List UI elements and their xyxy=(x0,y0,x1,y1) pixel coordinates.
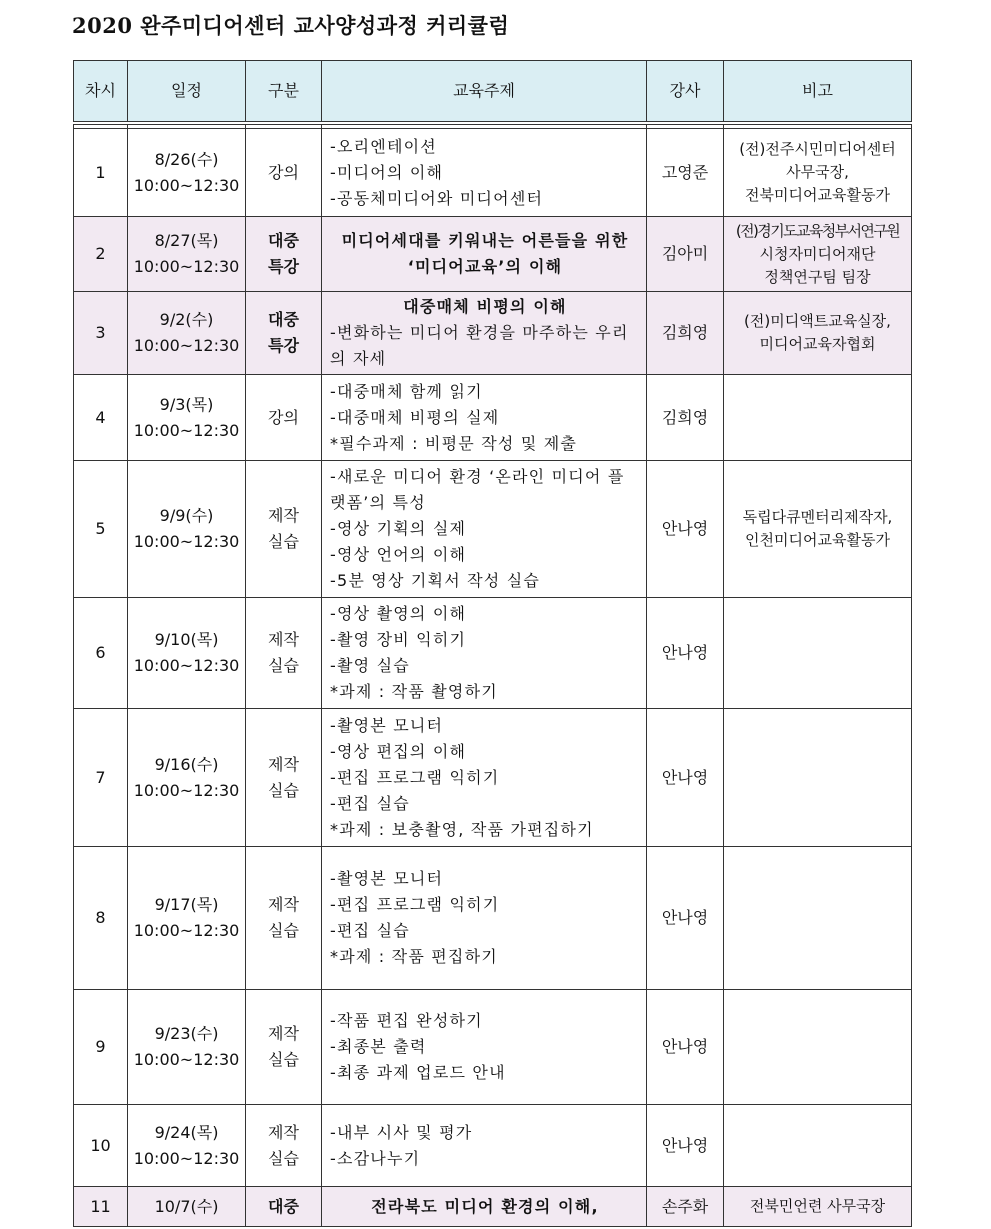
teacher-cell: 김아미 xyxy=(647,217,724,292)
category-cell: 대중 특강 xyxy=(246,217,322,292)
table-row xyxy=(74,461,912,598)
category-cell: 제작 실습 xyxy=(246,598,322,709)
teacher-cell: 안나영 xyxy=(647,709,724,847)
schedule-cell: 8/27(목) 10:00~12:30 xyxy=(128,217,246,292)
teacher-cell: 고영준 xyxy=(647,129,724,217)
note-cell xyxy=(724,1105,912,1187)
note-cell xyxy=(724,598,912,709)
note-cell: 전북민언련 사무국장 xyxy=(724,1187,912,1227)
session-number: 11 xyxy=(74,1187,128,1227)
note-cell: (전)경기도교육청부서연구원 시청자미디어재단 정책연구팀 팀장 xyxy=(724,217,912,292)
header-row xyxy=(74,61,912,124)
topic-cell: 대중매체 비평의 이해 -변화하는 미디어 환경을 마주하는 우리의 자세 xyxy=(322,292,647,375)
session-number: 9 xyxy=(74,990,128,1105)
note-cell: (전)미디액트교육실장, 미디어교육자협회 xyxy=(724,292,912,375)
category-cell: 대중 xyxy=(246,1187,322,1227)
teacher-cell: 안나영 xyxy=(647,461,724,598)
schedule-cell: 9/9(수) 10:00~12:30 xyxy=(128,461,246,598)
session-number: 4 xyxy=(74,375,128,461)
table-row xyxy=(74,375,912,461)
category-cell: 강의 xyxy=(246,129,322,217)
topic-cell: -오리엔테이션 -미디어의 이해 -공동체미디어와 미디어센터 xyxy=(322,129,647,217)
session-number: 2 xyxy=(74,217,128,292)
category-cell: 강의 xyxy=(246,375,322,461)
table-row xyxy=(74,847,912,990)
table-row xyxy=(74,598,912,709)
note-cell: (전)전주시민미디어센터 사무국장, 전북미디어교육활동가 xyxy=(724,129,912,217)
header-note: 비고 xyxy=(724,61,912,124)
schedule-cell: 9/3(목) 10:00~12:30 xyxy=(128,375,246,461)
topic-cell: -촬영본 모니터 -편집 프로그램 익히기 -편집 실습 *과제 : 작품 편집하기 xyxy=(322,847,647,990)
category-cell: 제작 실습 xyxy=(246,1105,322,1187)
schedule-cell: 10/7(수) xyxy=(128,1187,246,1227)
topic-cell: 전라북도 미디어 환경의 이해, xyxy=(322,1187,647,1227)
teacher-cell: 김희영 xyxy=(647,375,724,461)
header-teacher: 강사 xyxy=(647,61,724,124)
teacher-cell: 손주화 xyxy=(647,1187,724,1227)
session-number: 10 xyxy=(74,1105,128,1187)
teacher-cell: 안나영 xyxy=(647,990,724,1105)
schedule-cell: 9/23(수) 10:00~12:30 xyxy=(128,990,246,1105)
table-row xyxy=(74,292,912,375)
session-number: 1 xyxy=(74,129,128,217)
teacher-cell: 안나영 xyxy=(647,847,724,990)
category-cell: 제작 실습 xyxy=(246,461,322,598)
session-number: 3 xyxy=(74,292,128,375)
note-cell: 독립다큐멘터리제작자, 인천미디어교육활동가 xyxy=(724,461,912,598)
table-row xyxy=(74,1105,912,1187)
session-number: 5 xyxy=(74,461,128,598)
header-category: 구분 xyxy=(246,61,322,124)
category-cell: 제작 실습 xyxy=(246,847,322,990)
session-number: 6 xyxy=(74,598,128,709)
table-row xyxy=(74,129,912,217)
topic-cell: -대중매체 함께 읽기 -대중매체 비평의 실제 *필수과제 : 비평문 작성 및 제출 xyxy=(322,375,647,461)
note-cell xyxy=(724,709,912,847)
schedule-cell: 9/17(목) 10:00~12:30 xyxy=(128,847,246,990)
topic-cell: -촬영본 모니터 -영상 편집의 이해 -편집 프로그램 익히기 -편집 실습 *과제 : 보충촬영, 작품 가편집하기 xyxy=(322,709,647,847)
session-number: 7 xyxy=(74,709,128,847)
topic-cell: -내부 시사 및 평가 -소감나누기 xyxy=(322,1105,647,1187)
header-topic: 교육주제 xyxy=(322,61,647,124)
table-row xyxy=(74,217,912,292)
table-row xyxy=(74,1187,912,1227)
topic-cell: -새로운 미디어 환경 ‘온라인 미디어 플랫폼’의 특성 -영상 기획의 실제 -영상 언어의 이해 -5분 영상 기획서 작성 실습 xyxy=(322,461,647,598)
topic-cell: 미디어세대를 키워내는 어른들을 위한 ‘미디어교육’의 이해 xyxy=(322,217,647,292)
schedule-cell: 9/16(수) 10:00~12:30 xyxy=(128,709,246,847)
schedule-cell: 9/24(목) 10:00~12:30 xyxy=(128,1105,246,1187)
schedule-cell: 8/26(수) 10:00~12:30 xyxy=(128,129,246,217)
topic-cell: -작품 편집 완성하기 -최종본 출력 -최종 과제 업로드 안내 xyxy=(322,990,647,1105)
teacher-cell: 김희영 xyxy=(647,292,724,375)
note-cell xyxy=(724,375,912,461)
header-date: 일정 xyxy=(128,61,246,124)
schedule-cell: 9/2(수) 10:00~12:30 xyxy=(128,292,246,375)
teacher-cell: 안나영 xyxy=(647,598,724,709)
header-no: 차시 xyxy=(74,61,128,124)
page-title: 2020 완주미디어센터 교사양성과정 커리큘럼 xyxy=(72,13,510,38)
teacher-cell: 안나영 xyxy=(647,1105,724,1187)
curriculum-table xyxy=(73,60,912,1227)
note-cell xyxy=(724,847,912,990)
table-row xyxy=(74,990,912,1105)
table-row xyxy=(74,709,912,847)
category-cell: 제작 실습 xyxy=(246,709,322,847)
category-cell: 대중 특강 xyxy=(246,292,322,375)
schedule-cell: 9/10(목) 10:00~12:30 xyxy=(128,598,246,709)
session-number: 8 xyxy=(74,847,128,990)
note-cell xyxy=(724,990,912,1105)
category-cell: 제작 실습 xyxy=(246,990,322,1105)
topic-cell: -영상 촬영의 이해 -촬영 장비 익히기 -촬영 실습 *과제 : 작품 촬영하기 xyxy=(322,598,647,709)
